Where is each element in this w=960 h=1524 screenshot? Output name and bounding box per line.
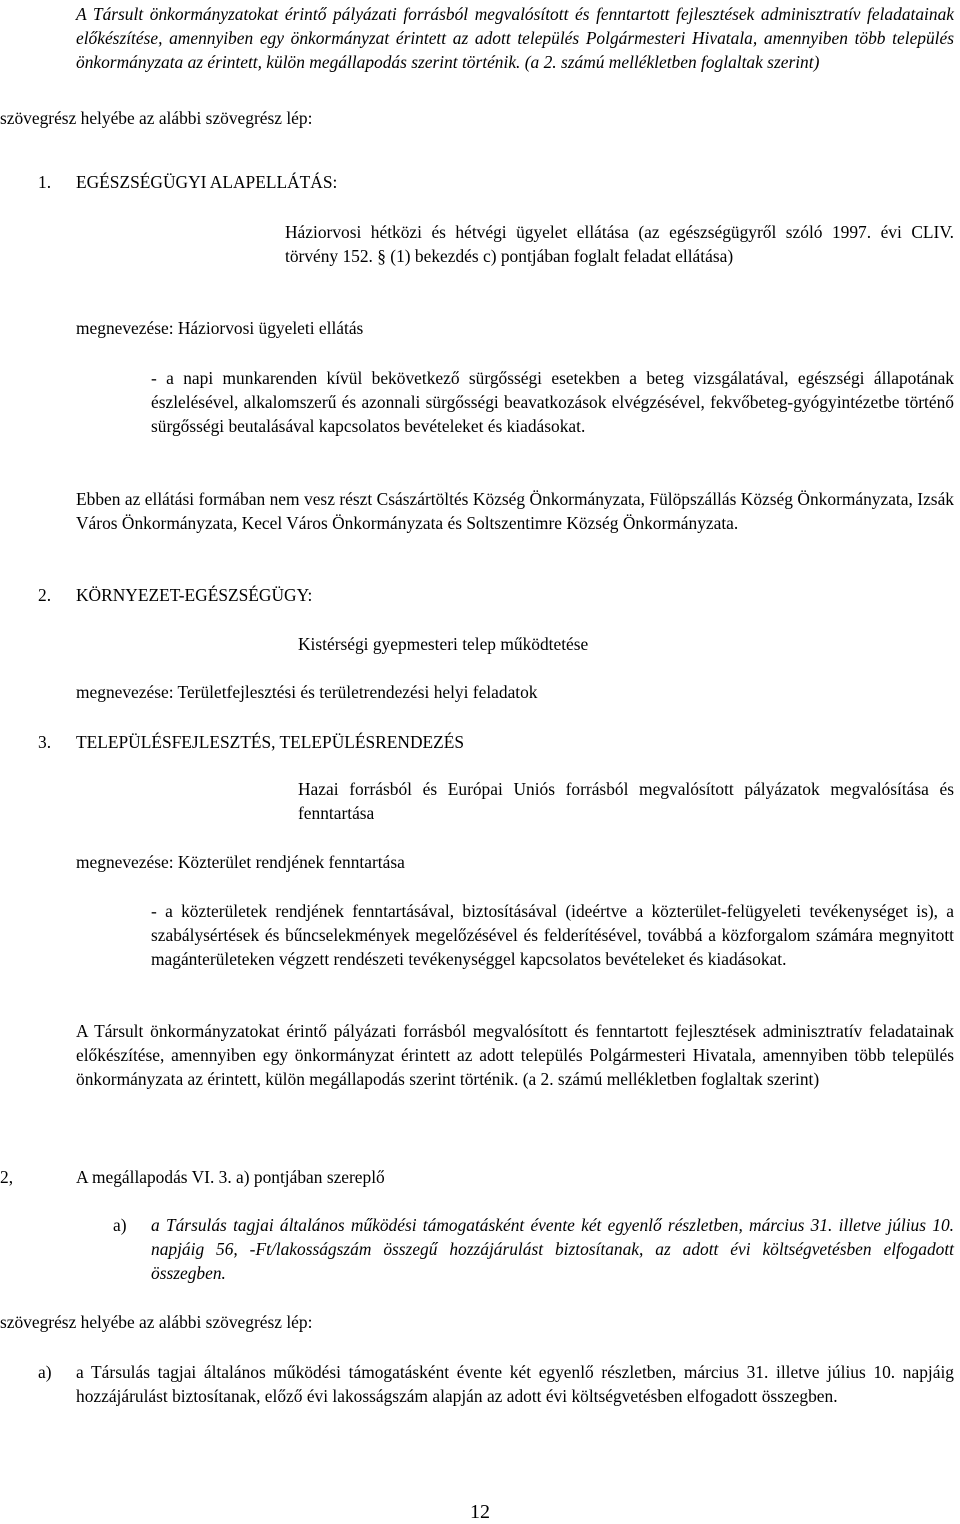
section-3-name: megnevezése: Közterület rendjének fenntartása — [76, 852, 405, 872]
new-item-label: a) — [38, 1362, 52, 1382]
section-3-number: 3. — [38, 732, 52, 752]
section-3-title: TELEPÜLÉSFEJLESZTÉS, TELEPÜLÉSRENDEZÉS — [76, 732, 465, 752]
section-1-number: 1. — [38, 172, 52, 192]
section-2-task: Kistérségi gyepmesteri telep működtetése — [298, 634, 589, 654]
section-1-desc: - a napi munkarenden kívül bekövetkező sürgősségi esetekben a beteg vizsgálatával, egészségi állapotának észlelésével, alkalomszerű és azonnali sürgősségi beavatkozások elvégzésével, fekvőbeteg-gyógyintézetbe történő sürgősségi beutalásával kapcsolatos bevételeket és kiadásokat. — [151, 368, 954, 436]
replace-intro-2: szövegrész helyébe az alábbi szövegrész lép: — [0, 1312, 313, 1332]
section-2-title: KÖRNYEZET-EGÉSZSÉGÜGY: — [76, 585, 313, 605]
amendment-2-text: A megállapodás VI. 3. a) pontjában szereplő — [76, 1167, 385, 1187]
section-3-desc: - a közterületek rendjének fenntartásával, biztosításával (ideértve a közterület-felügyeleti tevékenységet is), a szabálysértések és bűncselekmények megelőzésével és felderítésével, továbbá a közforgalom számára megnyitott magánterületeken végzett rendészeti tevékenységgel kapcsolatos bevételeket és kiadásokat. — [151, 901, 954, 969]
amendment-2-number: 2, — [0, 1167, 14, 1187]
new-item-text: a Társulás tagjai általános működési támogatásként évente két egyenlő részletben, március 31. illetve július 10. napjáig hozzájárulást biztosítanak, előző évi lakosságszám alapján az adott évi költségvetésben elfogadott összegben. — [76, 1362, 954, 1406]
old-item-text: a Társulás tagjai általános működési támogatásként évente két egyenlő részletben, március 31. illetve július 10. napjáig 56, -Ft/lakosságszám összegű hozzájárulást biztosítanak, az adott évi költségvetésben elfogadott összegben. — [151, 1215, 954, 1283]
old-item-label: a) — [113, 1215, 127, 1235]
section-2-name: megnevezése: Területfejlesztési és területrendezési helyi feladatok — [76, 682, 538, 702]
page-number: 12 — [470, 1501, 490, 1523]
section-1-name: megnevezése: Háziorvosi ügyeleti ellátás — [76, 318, 364, 338]
section-3-task: Hazai forrásból és Európai Uniós forrásból megvalósított pályázatok megvalósítása és fenntartása — [298, 779, 954, 823]
section-2-number: 2. — [38, 585, 52, 605]
section-1-title: EGÉSZSÉGÜGYI ALAPELLÁTÁS: — [76, 172, 338, 192]
intro-paragraph: A Társult önkormányzatokat érintő pályázati forrásból megvalósított és fenntartott fejlesztések adminisztratív feladatainak előkészítése, amennyiben egy önkormányzat érintett az adott település Polgármesteri Hivatala, amennyiben több település önkormányzata az érintett, külön megállapodás szerint történik. (a 2. számú mellékletben foglaltak szerint) — [76, 4, 954, 72]
section-1-task: Háziorvosi hétközi és hétvégi ügyelet ellátása (az egészségügyről szóló 1997. évi CLIV. törvény 152. § (1) bekezdés c) pontjában foglalt feladat ellátása) — [285, 222, 954, 266]
section-1-note: Ebben az ellátási formában nem vesz részt Császártöltés Község Önkormányzata, Fülöpszállás Község Önkormányzata, Izsák Város Önkormányzata, Kecel Város Önkormányzata és Soltszentimre Község Önkormányzata. — [76, 489, 954, 533]
replace-intro-1: szövegrész helyébe az alábbi szövegrész lép: — [0, 108, 313, 128]
section-3-note: A Társult önkormányzatokat érintő pályázati forrásból megvalósított és fenntartott fejlesztések adminisztratív feladatainak előkészítése, amennyiben egy önkormányzat érintett az adott település Polgármesteri Hivatala, amennyiben több település önkormányzata az érintett, külön megállapodás szerint történik. (a 2. számú mellékletben foglaltak szerint) — [76, 1021, 954, 1089]
